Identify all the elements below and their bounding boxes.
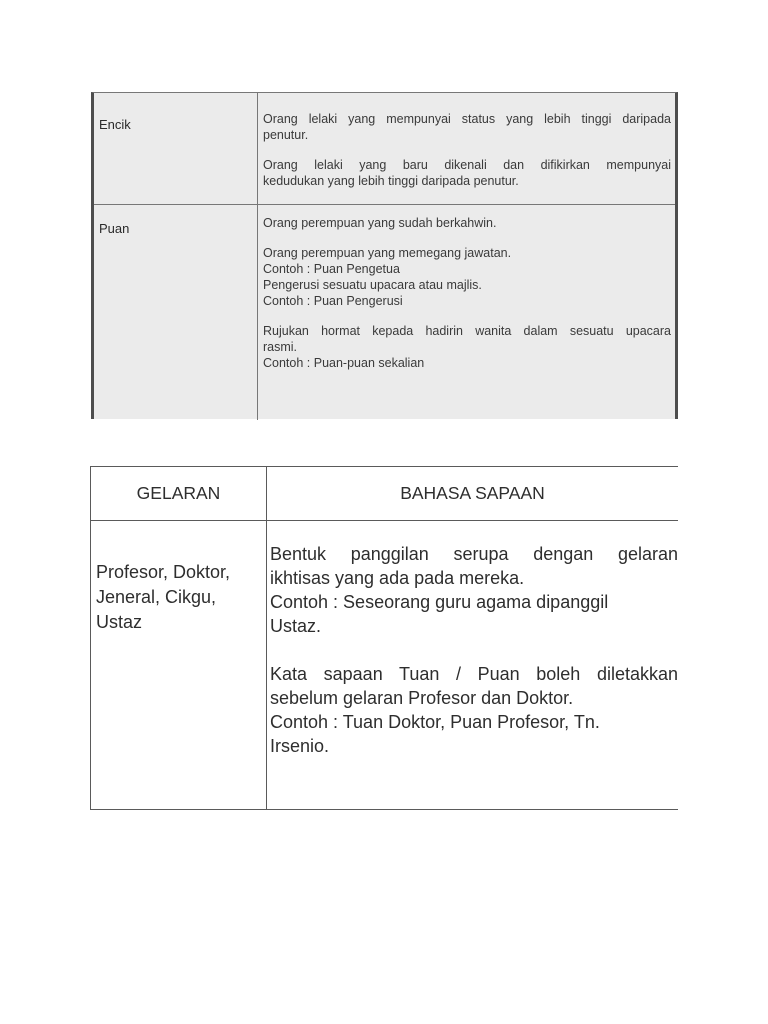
text-line: Orang perempuan yang sudah berkahwin. [263, 216, 497, 230]
table-row-puan [94, 205, 675, 420]
row-description-gelaran [267, 521, 678, 809]
row-title-puan: Puan [94, 205, 258, 420]
table-row-gelaran [91, 521, 678, 809]
text-line: Contoh : Seseorang guru agama dipanggil [270, 592, 609, 612]
text-line: rasmi. [263, 340, 298, 354]
text-line: Contoh : Puan Pengetua [263, 262, 400, 276]
text-line: Pengerusi sesuatu upacara atau majlis. [263, 278, 482, 292]
description-paragraph [263, 323, 671, 371]
text-line: Contoh : Puan Pengerusi [263, 294, 403, 308]
text-line: Jeneral, Cikgu, [96, 587, 217, 607]
text-line: penutur. [263, 128, 309, 142]
text-line: kedudukan yang lebih tinggi daripada penutur. [263, 174, 519, 188]
text-line: Ustaz [96, 612, 143, 632]
text-line: Irsenio. [270, 736, 330, 756]
sapaan-table-gelaran [90, 466, 678, 810]
column-header-gelaran: GELARAN [91, 467, 267, 520]
row-description-puan [258, 205, 675, 420]
text-line: Contoh : Puan-puan sekalian [263, 356, 425, 370]
description-paragraph [270, 662, 678, 758]
row-title-gelaran [91, 521, 267, 809]
text-line: Bentuk panggilan serupa dengan gelaran [270, 544, 678, 564]
description-paragraph [263, 157, 671, 189]
text-line: Orang perempuan yang memegang jawatan. [263, 246, 512, 260]
table-row-encik [94, 93, 675, 205]
table-header-row [91, 467, 678, 521]
column-header-bahasa-sapaan: BAHASA SAPAAN [400, 483, 545, 503]
text-line: Profesor, Doktor, [96, 562, 231, 582]
text-line: ikhtisas yang ada pada mereka. [270, 568, 525, 588]
sapaan-table-encik-puan [91, 92, 678, 419]
row-title-encik: Encik [94, 93, 258, 204]
text-line: Ustaz. [270, 616, 322, 636]
text-line: sebelum gelaran Profesor dan Doktor. [270, 688, 574, 708]
description-paragraph [270, 542, 678, 638]
text-line: Orang lelaki yang baru dikenali dan difikirkan mempunyai [263, 158, 671, 172]
description-paragraph [263, 245, 671, 309]
text-line: Contoh : Tuan Doktor, Puan Profesor, Tn. [270, 712, 600, 732]
row-description-encik [258, 93, 675, 204]
text-line: Orang lelaki yang mempunyai status yang lebih tinggi daripada [263, 112, 671, 126]
description-paragraph [263, 111, 671, 143]
text-line: Rujukan hormat kepada hadirin wanita dalam sesuatu upacara [263, 324, 671, 338]
text-line: Kata sapaan Tuan / Puan boleh diletakkan [270, 664, 678, 684]
description-paragraph [263, 215, 671, 231]
